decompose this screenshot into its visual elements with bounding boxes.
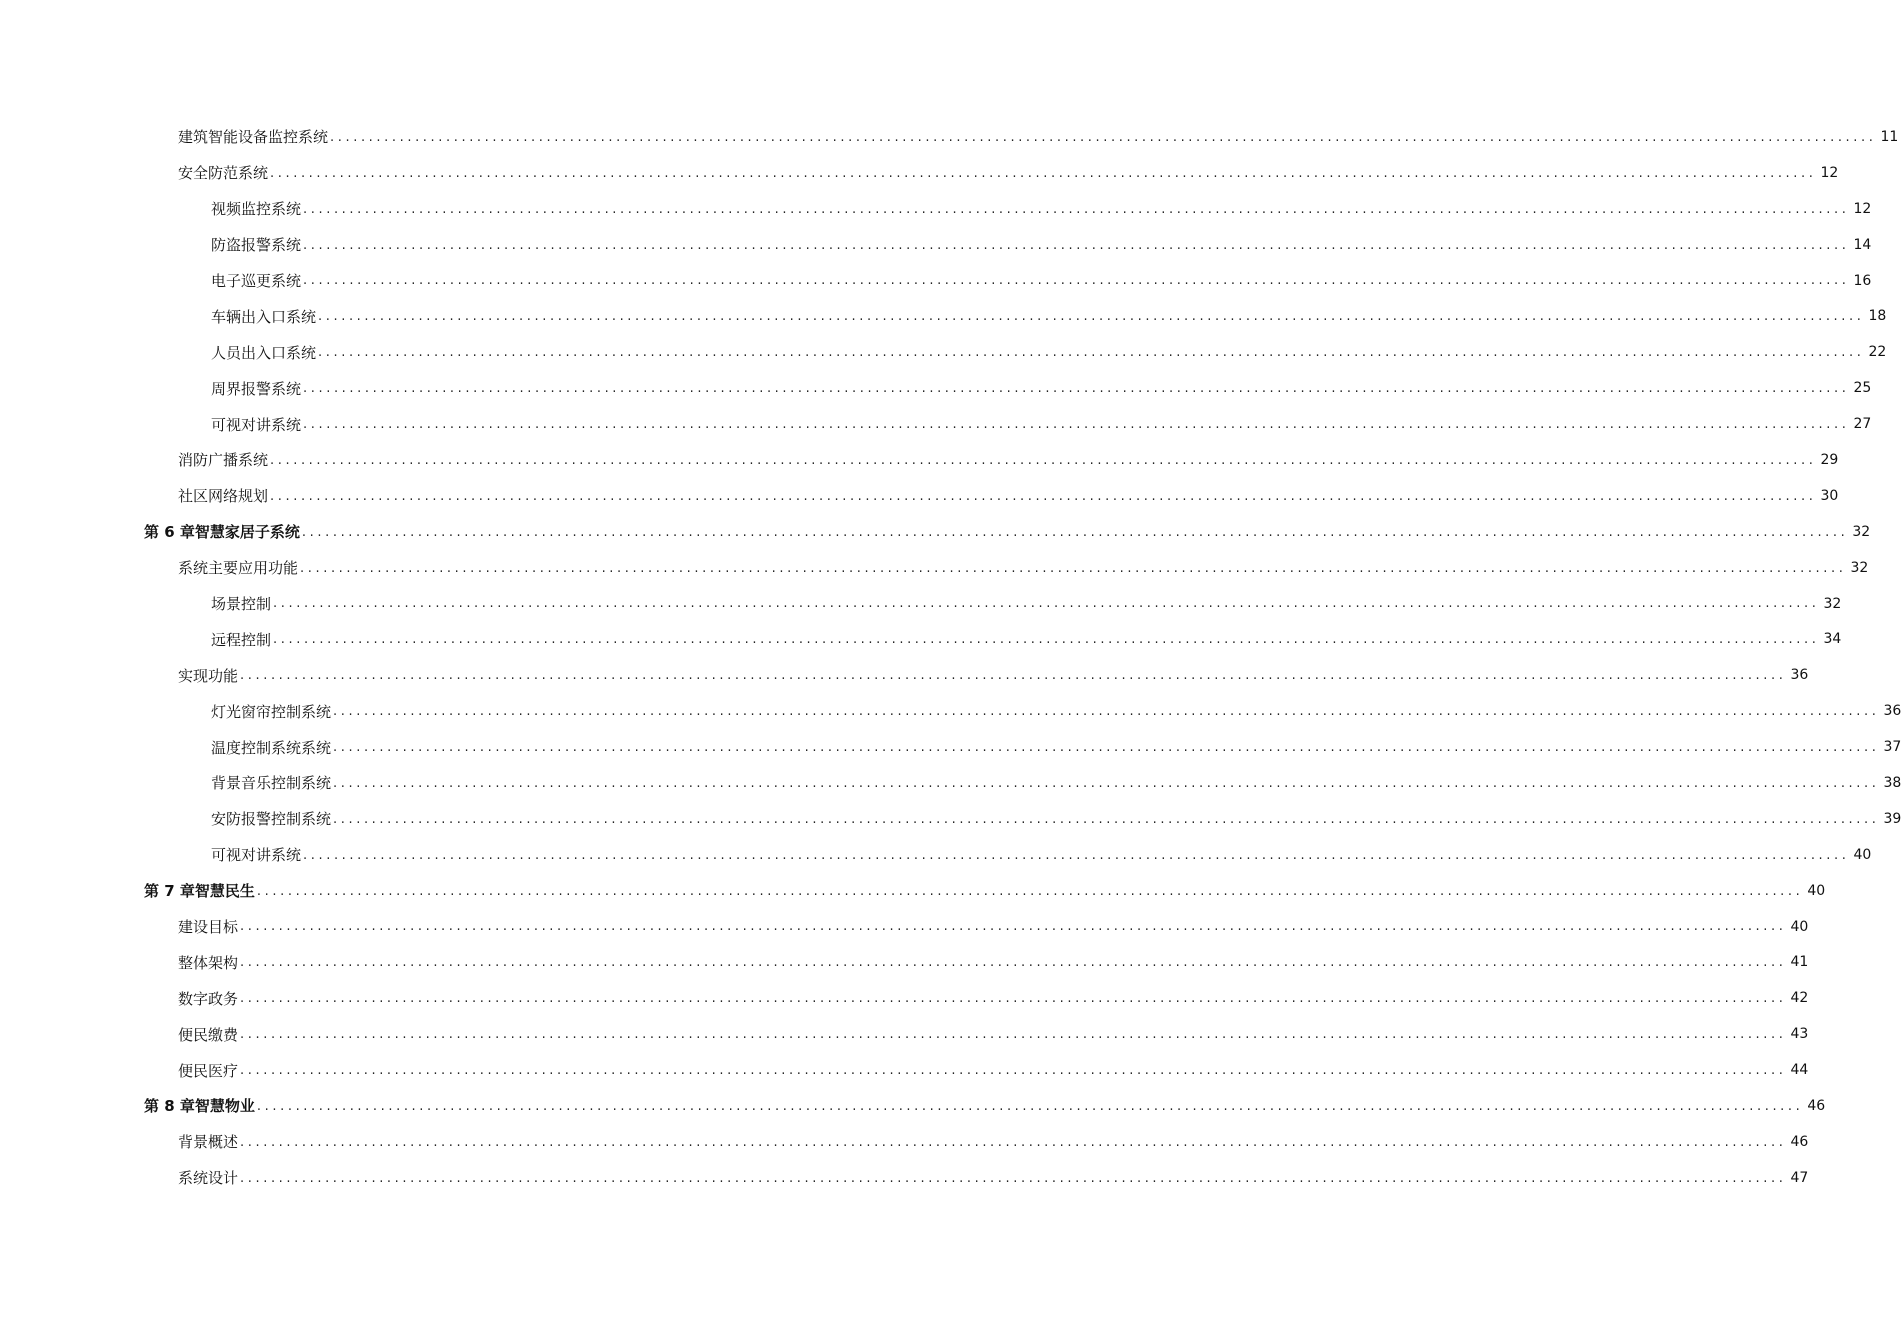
toc-entry-title: 可视对讲系统: [211, 415, 302, 434]
toc-entry[interactable]: [0, 442, 1839, 478]
toc-entry[interactable]: [0, 370, 1872, 406]
toc-dot-leader: ........................................................................................................................................................................................................: [240, 1063, 1787, 1079]
toc-page-number: 42: [1790, 990, 1809, 1007]
table-of-contents: [0, 119, 1901, 1196]
toc-page-number: 34: [1823, 631, 1842, 648]
toc-entry-title: 背景概述: [178, 1133, 239, 1152]
toc-page-number: 47: [1790, 1169, 1809, 1186]
toc-page-number: 27: [1853, 416, 1872, 433]
toc-page-number: 46: [1790, 1133, 1809, 1150]
toc-entry-line: [178, 909, 1809, 945]
toc-page-number: 11: [1880, 128, 1899, 145]
toc-dot-leader: ........................................................................................................................................................................................................: [300, 560, 1847, 576]
toc-entry-title: 背景音乐控制系统: [211, 774, 332, 793]
toc-entry[interactable]: [0, 119, 1899, 155]
toc-entry-title: 车辆出入口系统: [211, 307, 317, 326]
toc-entry-line: [211, 729, 1901, 765]
toc-entry-title: 温度控制系统系统: [211, 738, 332, 757]
toc-chapter-entry[interactable]: [0, 1088, 1826, 1124]
toc-dot-leader: ........................................................................................................................................................................................................: [333, 740, 1880, 756]
toc-dot-leader: ........................................................................................................................................................................................................: [273, 596, 1820, 612]
toc-page-number: 40: [1853, 846, 1872, 863]
toc-entry[interactable]: [0, 586, 1842, 622]
toc-dot-leader: ........................................................................................................................................................................................................: [303, 417, 1850, 433]
toc-page-number: 32: [1823, 595, 1842, 612]
toc-entry-line: [211, 191, 1872, 227]
toc-dot-leader: ........................................................................................................................................................................................................: [240, 955, 1787, 971]
toc-entry-line: [178, 550, 1869, 586]
toc-entry-line: [211, 693, 1901, 729]
toc-page-number: 40: [1807, 882, 1826, 899]
toc-entry-line: [178, 155, 1839, 191]
toc-entry-line: [144, 514, 1871, 550]
toc-dot-leader: ........................................................................................................................................................................................................: [240, 919, 1787, 935]
toc-chapter-entry[interactable]: [0, 873, 1826, 909]
toc-entry-title: 社区网络规划: [178, 487, 269, 506]
toc-page-number: 39: [1883, 810, 1901, 827]
toc-entry[interactable]: [0, 191, 1872, 227]
toc-page-number: 22: [1868, 344, 1887, 361]
toc-page-number: 37: [1883, 739, 1901, 756]
toc-entry[interactable]: [0, 227, 1872, 263]
toc-entry[interactable]: [0, 909, 1809, 945]
toc-entry-title: 灯光窗帘控制系统: [211, 702, 332, 721]
toc-dot-leader: ........................................................................................................................................................................................................: [303, 201, 1850, 217]
toc-entry-line: [178, 1052, 1809, 1088]
toc-entry[interactable]: [0, 837, 1872, 873]
toc-entry[interactable]: [0, 693, 1901, 729]
toc-entry-line: [211, 765, 1901, 801]
toc-page-number: 16: [1853, 272, 1872, 289]
toc-entry-title: 数字政务: [178, 989, 239, 1008]
toc-entry-title: 人员出入口系统: [211, 343, 317, 362]
toc-entry-line: [211, 406, 1872, 442]
toc-entry-title: 系统主要应用功能: [178, 559, 299, 578]
toc-dot-leader: ........................................................................................................................................................................................................: [256, 1098, 1804, 1114]
toc-dot-leader: ........................................................................................................................................................................................................: [330, 129, 1877, 145]
toc-entry-title: 电子巡更系统: [211, 272, 302, 290]
toc-entry[interactable]: [0, 263, 1872, 299]
toc-page-number: 36: [1790, 667, 1809, 684]
toc-page-number: 32: [1852, 523, 1871, 540]
toc-page-number: 25: [1853, 380, 1872, 397]
toc-entry-line: [178, 980, 1809, 1016]
toc-page-number: 44: [1790, 1062, 1809, 1079]
toc-dot-leader: ........................................................................................................................................................................................................: [240, 668, 1787, 684]
toc-entry-title: 智慧民生: [194, 882, 255, 901]
toc-chapter-number: 第 6 章: [144, 523, 195, 542]
toc-entry[interactable]: [0, 621, 1842, 657]
toc-page-number: 38: [1883, 774, 1901, 791]
toc-page-number: 36: [1883, 703, 1901, 720]
toc-dot-leader: ........................................................................................................................................................................................................: [270, 165, 1817, 181]
toc-chapter-number: 第 8 章: [144, 1097, 195, 1116]
toc-page-number: 41: [1790, 954, 1809, 971]
toc-dot-leader: ........................................................................................................................................................................................................: [303, 273, 1850, 289]
toc-entry-title: 建设目标: [178, 918, 239, 937]
toc-entry-line: [178, 1124, 1809, 1160]
toc-page-number: 14: [1853, 236, 1872, 253]
toc-entry[interactable]: [0, 1124, 1809, 1160]
toc-entry[interactable]: [0, 298, 1887, 334]
toc-page-number: 43: [1790, 1026, 1809, 1043]
toc-dot-leader: ........................................................................................................................................................................................................: [333, 811, 1880, 827]
toc-entry-title: 智慧物业: [194, 1097, 255, 1116]
toc-entry-title: 建筑智能设备监控系统: [178, 128, 329, 147]
toc-entry-line: [211, 837, 1872, 873]
toc-entry[interactable]: [0, 550, 1869, 586]
toc-chapter-entry[interactable]: [0, 514, 1871, 550]
toc-entry-title: 远程控制: [211, 630, 272, 649]
toc-entry[interactable]: [0, 657, 1809, 693]
toc-entry-title: 可视对讲系统: [211, 846, 302, 865]
toc-page-number: 29: [1820, 451, 1839, 468]
toc-entry-line: [211, 801, 1901, 837]
toc-entry[interactable]: [0, 334, 1887, 370]
toc-entry-title: 视频监控系统: [211, 200, 302, 219]
toc-dot-leader: ........................................................................................................................................................................................................: [303, 237, 1850, 253]
toc-entry-line: [211, 334, 1887, 370]
toc-entry-title: 便民缴费: [178, 1025, 239, 1044]
toc-entry-title: 智慧家居子系统: [194, 523, 300, 542]
toc-entry-title: 实现功能: [178, 666, 239, 685]
toc-entry-line: [178, 119, 1899, 155]
toc-entry-line: [144, 873, 1826, 909]
toc-entry-line: [178, 657, 1809, 693]
toc-dot-leader: ........................................................................................................................................................................................................: [318, 309, 1865, 325]
toc-dot-leader: ........................................................................................................................................................................................................: [270, 488, 1817, 504]
toc-entry-title: 便民医疗: [178, 1061, 239, 1080]
toc-entry-line: [211, 263, 1872, 299]
toc-dot-leader: ........................................................................................................................................................................................................: [303, 847, 1850, 863]
toc-entry-title: 安防报警控制系统: [211, 810, 332, 829]
toc-entry-line: [178, 442, 1839, 478]
toc-entry[interactable]: [0, 944, 1809, 980]
toc-page-number: 32: [1850, 559, 1869, 576]
toc-entry[interactable]: [0, 1052, 1809, 1088]
toc-entry-title: 场景控制: [211, 595, 272, 614]
toc-dot-leader: ........................................................................................................................................................................................................: [318, 345, 1865, 361]
toc-dot-leader: ........................................................................................................................................................................................................: [333, 704, 1880, 720]
toc-entry[interactable]: [0, 406, 1872, 442]
toc-entry[interactable]: [0, 478, 1839, 514]
toc-entry-line: [178, 944, 1809, 980]
toc-dot-leader: ........................................................................................................................................................................................................: [303, 381, 1850, 397]
toc-page-number: 46: [1807, 1097, 1826, 1114]
toc-entry-title: 消防广播系统: [178, 451, 269, 470]
toc-entry-line: [211, 298, 1887, 334]
toc-entry-line: [211, 370, 1872, 406]
toc-entry[interactable]: [0, 980, 1809, 1016]
toc-entry-line: [211, 586, 1842, 622]
toc-entry[interactable]: [0, 155, 1839, 191]
toc-entry-title: 整体架构: [178, 953, 239, 972]
toc-entry-title: 安全防范系统: [178, 164, 269, 183]
toc-entry[interactable]: [0, 765, 1901, 801]
toc-dot-leader: ........................................................................................................................................................................................................: [240, 991, 1787, 1007]
toc-dot-leader: ........................................................................................................................................................................................................: [301, 524, 1849, 540]
toc-entry-line: [178, 1016, 1809, 1052]
toc-dot-leader: ........................................................................................................................................................................................................: [256, 883, 1804, 899]
toc-entry[interactable]: [0, 729, 1901, 765]
toc-entry-title: 防盗报警系统: [211, 236, 302, 255]
toc-page-number: 30: [1820, 487, 1839, 504]
toc-page-number: 40: [1790, 918, 1809, 935]
toc-entry[interactable]: [0, 801, 1901, 837]
toc-page-number: 18: [1868, 308, 1887, 325]
toc-entry-title: 周界报警系统: [211, 379, 302, 398]
toc-entry-line: [144, 1088, 1826, 1124]
toc-dot-leader: ........................................................................................................................................................................................................: [240, 1134, 1787, 1150]
toc-dot-leader: ........................................................................................................................................................................................................: [240, 1027, 1787, 1043]
toc-page-number: 12: [1820, 164, 1839, 181]
toc-entry-line: [178, 478, 1839, 514]
toc-entry-line: [178, 1160, 1809, 1196]
toc-entry[interactable]: [0, 1016, 1809, 1052]
toc-dot-leader: ........................................................................................................................................................................................................: [270, 452, 1817, 468]
toc-dot-leader: ........................................................................................................................................................................................................: [273, 632, 1820, 648]
toc-dot-leader: ........................................................................................................................................................................................................: [240, 1170, 1787, 1186]
toc-page-number: 12: [1853, 200, 1872, 217]
toc-chapter-number: 第 7 章: [144, 882, 195, 901]
toc-entry-title: 系统设计: [178, 1169, 239, 1188]
toc-entry[interactable]: [0, 1160, 1809, 1196]
toc-entry-line: [211, 621, 1842, 657]
toc-entry-line: [211, 227, 1872, 263]
toc-dot-leader: ........................................................................................................................................................................................................: [333, 775, 1880, 791]
